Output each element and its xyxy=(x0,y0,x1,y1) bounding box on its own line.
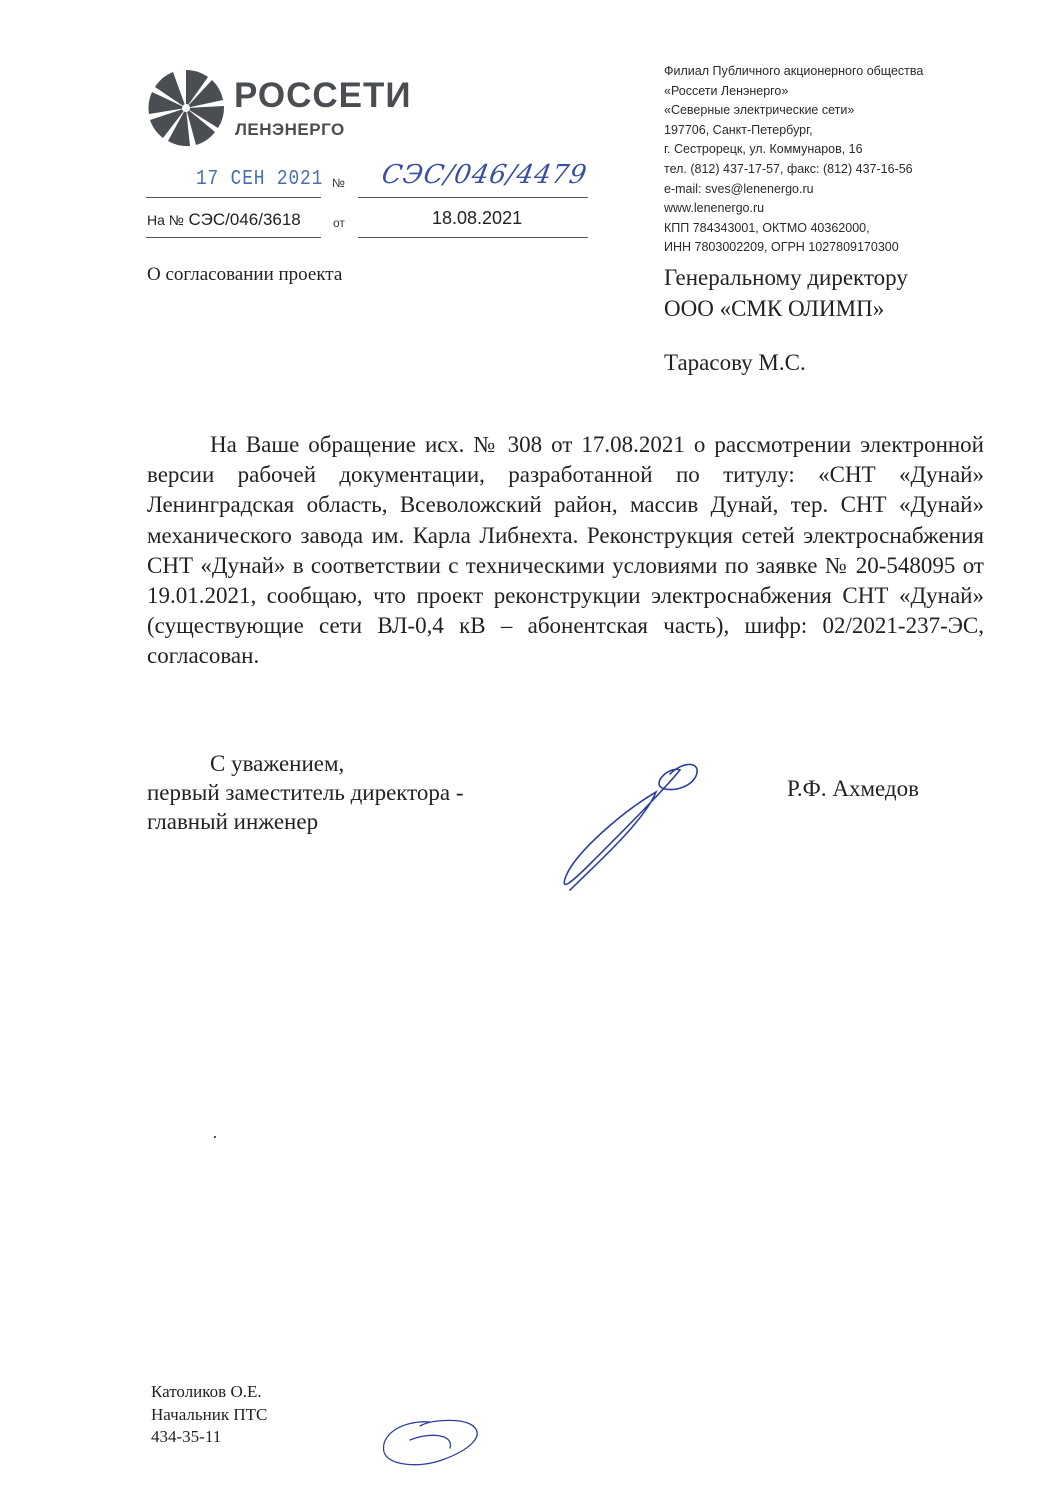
signer-title-line1: первый заместитель директора - xyxy=(147,780,464,805)
reference-from-label: от xyxy=(333,216,345,230)
org-line: тел. (812) 437-17-57, факс: (812) 437-16-56 xyxy=(664,161,913,176)
logo-brand-sub: ЛЕНЭНЕРГО xyxy=(235,120,345,139)
divider-line xyxy=(358,237,588,238)
divider-line xyxy=(358,197,588,198)
logo-brand: РОССЕТИ xyxy=(234,76,412,115)
org-line: e-mail: sves@lenenergo.ru xyxy=(664,181,814,196)
rosseti-emblem-icon xyxy=(146,68,226,148)
addressee xyxy=(664,262,908,324)
reference-prefix: На № xyxy=(147,212,184,228)
reference-date: 18.08.2021 xyxy=(432,208,523,228)
company-logo xyxy=(146,68,412,158)
closing-greeting: С уважением, xyxy=(210,751,345,776)
letter-body: На Ваше обращение исх. № 308 от 17.08.2021 о рассмотрении электронной версии рабочей документации, разработанной по титулу: «СНТ «Дунай» Ленинградская область, Всеволожский район, массив Дунай, тер. СНТ «Дунай» механического завода им. Карла Либнехта. Реконструкция сетей электроснабжения СНТ «Дунай» в соответствии с техническими условиями по заявке № 20-548095 от 19.01.2021, сообщаю, что проект реконструкции электроснабжения СНТ «Дунай» (существующие сети ВЛ-0,4 кВ – абонентская часть), шифр: 02/2021-237-ЭС, согласован. xyxy=(147,432,984,669)
signer-name: Р.Ф. Ахмедов xyxy=(787,776,919,801)
org-line: www.lenenergo.ru xyxy=(664,201,765,216)
signer-title-line2: главный инженер xyxy=(147,809,319,834)
reference-number xyxy=(147,210,301,230)
org-line: КПП 784343001, ОКТМО 40362000, xyxy=(664,220,870,235)
handwritten-signature xyxy=(552,752,712,902)
registration-number: СЭС/046/4479 xyxy=(379,160,590,190)
executor-phone: 434-35-11 xyxy=(151,1427,222,1446)
divider-line xyxy=(146,197,321,198)
closing-block xyxy=(147,749,464,836)
org-line: «Россети Ленэнерго» xyxy=(664,83,789,98)
registration-date-stamp: 17 СЕН 2021 xyxy=(196,168,324,191)
reference-number-value: СЭС/046/3618 xyxy=(188,210,301,229)
organization-details xyxy=(664,62,1004,258)
executor-position: Начальник ПТС xyxy=(151,1404,268,1424)
executor-name: Католиков О.Е. xyxy=(151,1382,262,1401)
org-line: ИНН 7803002209, ОГРН 1027809170300 xyxy=(664,240,899,255)
org-line: 197706, Санкт-Петербург, xyxy=(664,122,813,137)
addressee-company: ООО «СМК ОЛИМП» xyxy=(664,296,885,321)
addressee-name: Тарасову М.С. xyxy=(664,350,806,375)
org-line: «Северные электрические сети» xyxy=(664,103,855,118)
handwritten-initials-mark xyxy=(370,1414,495,1474)
letter-subject: О согласовании проекта xyxy=(147,264,343,285)
executor-block xyxy=(151,1381,267,1449)
org-line: Филиал Публичного акционерного общества xyxy=(664,64,924,78)
addressee-position: Генеральному директору xyxy=(664,265,908,290)
org-line: г. Сестрорецк, ул. Коммунаров, 16 xyxy=(664,142,863,157)
divider-line xyxy=(146,237,321,238)
scan-speck xyxy=(214,1136,216,1138)
registration-number-label: № xyxy=(332,176,345,190)
